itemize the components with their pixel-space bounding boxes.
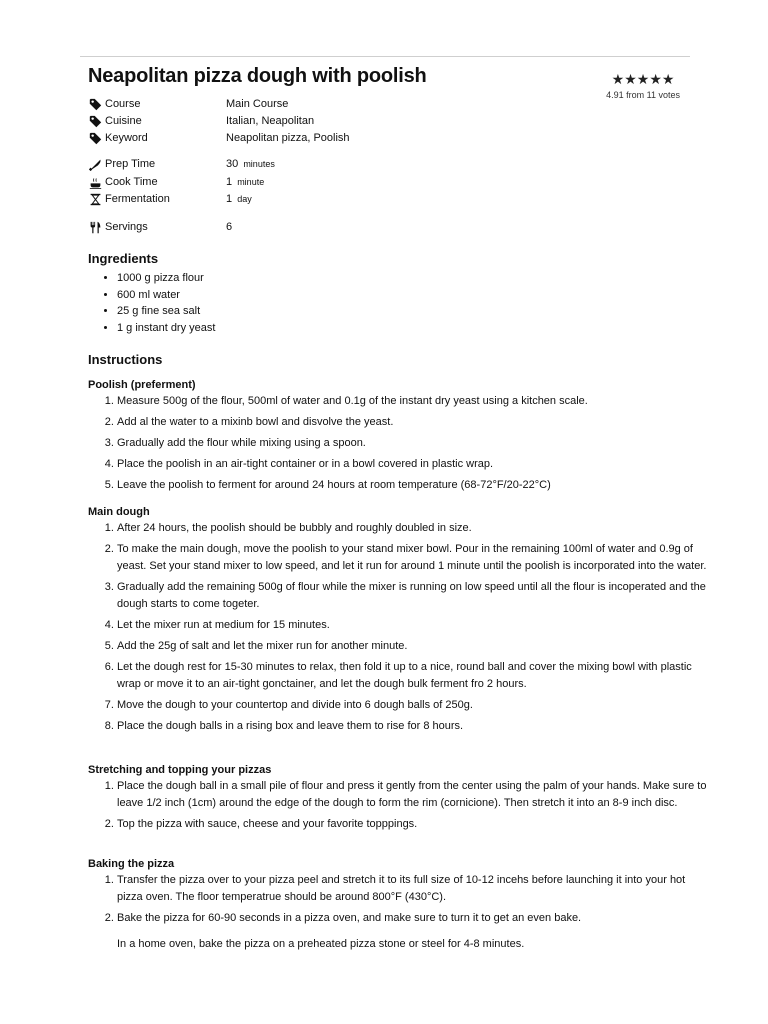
list-item: 1. Transfer the pizza over to your pizza peel and stretch it to its full size of 10-12 incehs before launching it into your hot pizza oven. The floor temperatrue should be around 800°F (430°C). (117, 872, 712, 906)
knife-icon (88, 157, 102, 171)
list-item: 5. Leave the poolish to ferment for around 24 hours at room temperature (68-72°F/20-22°C) (117, 477, 712, 494)
pot-icon (88, 175, 102, 189)
list-item: 2. Bake the pizza for 60-90 seconds in a pizza oven, and make sure to turn it to get an even bake. (117, 910, 712, 927)
steps-baking (88, 872, 712, 931)
list-item: 8. Place the dough balls in a rising box and leave them to rise for 8 hours. (117, 718, 712, 735)
section-main-dough-title: Main dough (88, 506, 150, 518)
list-item: 4. Place the poolish in an air-tight container or in a bowl covered in plastic wrap. (117, 456, 712, 473)
meta-cuisine-label: Cuisine (105, 115, 142, 127)
steps-stretching (88, 778, 712, 837)
ingredients-list (88, 270, 215, 336)
list-item: • 1 g instant dry yeast (117, 320, 215, 337)
section-baking-title: Baking the pizza (88, 858, 175, 870)
list-item: • 25 g fine sea salt (117, 303, 215, 320)
list-item: 3. Gradually add the remaining 500g of flour while the mixer is running on low speed until all the flour is incoperated and the dough starts to come togeter. (117, 579, 712, 613)
list-item: 1. Place the dough ball in a small pile of flour and press it gently from the center using the palm of your hands. Make sure to leave 1/2 inch (1cm) around the edge of the dough to form the rim (cornicione). Then stretch it into an 8-9 inch disc. (117, 778, 712, 812)
meta-prep-label: Prep Time (105, 158, 156, 170)
list-item: 3. Gradually add the flour while mixing using a spoon. (117, 435, 712, 452)
meta-cook-unit: minute (237, 177, 265, 187)
list-item: • 600 ml water (117, 287, 215, 304)
meta-cuisine (88, 114, 314, 128)
hourglass-icon (88, 192, 102, 206)
meta-cook-label: Cook Time (105, 176, 158, 188)
list-item: 4. Let the mixer run at medium for 15 minutes. (117, 617, 712, 634)
meta-servings (88, 220, 232, 234)
meta-prep-value: 30 (226, 158, 239, 170)
meta-prep-unit: minutes (243, 159, 275, 169)
list-item: 2. Top the pizza with sauce, cheese and your favorite topppings. (117, 816, 712, 833)
list-item: 5. Add the 25g of salt and let the mixer run for another minute. (117, 638, 712, 655)
meta-keyword-value: Neapolitan pizza, Poolish (226, 132, 350, 144)
steps-main-dough (88, 520, 712, 739)
list-item: 1. Measure 500g of the flour, 500ml of water and 0.1g of the instant dry yeast using a kitchen scale. (117, 393, 712, 410)
rating[interactable] (606, 72, 680, 100)
list-item: 2. To make the main dough, move the poolish to your stand mixer bowl. Pour in the remaining 100ml of water and 0.9g of yeast. Set your stand mixer to low speed, and let it run for around 1 minute until the poolish is incorporated into the water. (117, 541, 712, 575)
meta-course-value: Main Course (226, 98, 289, 110)
meta-keyword (88, 131, 350, 145)
meta-servings-label: Servings (105, 221, 148, 233)
recipe-title: Neapolitan pizza dough with poolish (88, 65, 427, 87)
section-poolish-title: Poolish (preferment) (88, 379, 196, 391)
meta-course (88, 97, 288, 111)
list-item: 6. Let the dough rest for 15-30 minutes to relax, then fold it up to a nice, round ball and cover the mixing bowl with plastic wrap or move it to an air-tight gonctainer, and let the dough bulk ferment fro 2 hours. (117, 659, 712, 693)
list-item: 2. Add al the water to a mixinb bowl and disvolve the yeast. (117, 414, 712, 431)
rating-votes: 4.91 from 11 votes (606, 90, 680, 100)
baking-note: In a home oven, bake the pizza on a preheated pizza stone or steel for 4-8 minutes. (117, 938, 525, 950)
list-item: 1. After 24 hours, the poolish should be bubbly and roughly doubled in size. (117, 520, 712, 537)
cutlery-icon (88, 220, 102, 234)
meta-ferment-unit: day (237, 194, 252, 204)
meta-servings-value: 6 (226, 221, 233, 233)
section-stretching-title: Stretching and topping your pizzas (88, 764, 272, 776)
tag-icon (88, 131, 102, 145)
top-divider (80, 56, 690, 57)
meta-cuisine-value: Italian, Neapolitan (226, 115, 315, 127)
steps-poolish (88, 393, 712, 498)
meta-keyword-label: Keyword (105, 132, 148, 144)
meta-fermentation (88, 192, 252, 206)
meta-course-label: Course (105, 98, 141, 110)
instructions-heading: Instructions (88, 352, 163, 367)
meta-cook-time (88, 175, 264, 189)
ingredients-heading: Ingredients (88, 251, 159, 266)
tag-icon (88, 97, 102, 111)
rating-stars[interactable]: ★★★★★ (611, 71, 675, 87)
list-item: • 1000 g pizza flour (117, 270, 215, 287)
meta-prep-time (88, 157, 275, 171)
meta-ferment-label: Fermentation (105, 193, 170, 205)
list-item: 7. Move the dough to your countertop and divide into 6 dough balls of 250g. (117, 697, 712, 714)
meta-ferment-value: 1 (226, 193, 233, 205)
meta-cook-value: 1 (226, 176, 233, 188)
tag-icon (88, 114, 102, 128)
